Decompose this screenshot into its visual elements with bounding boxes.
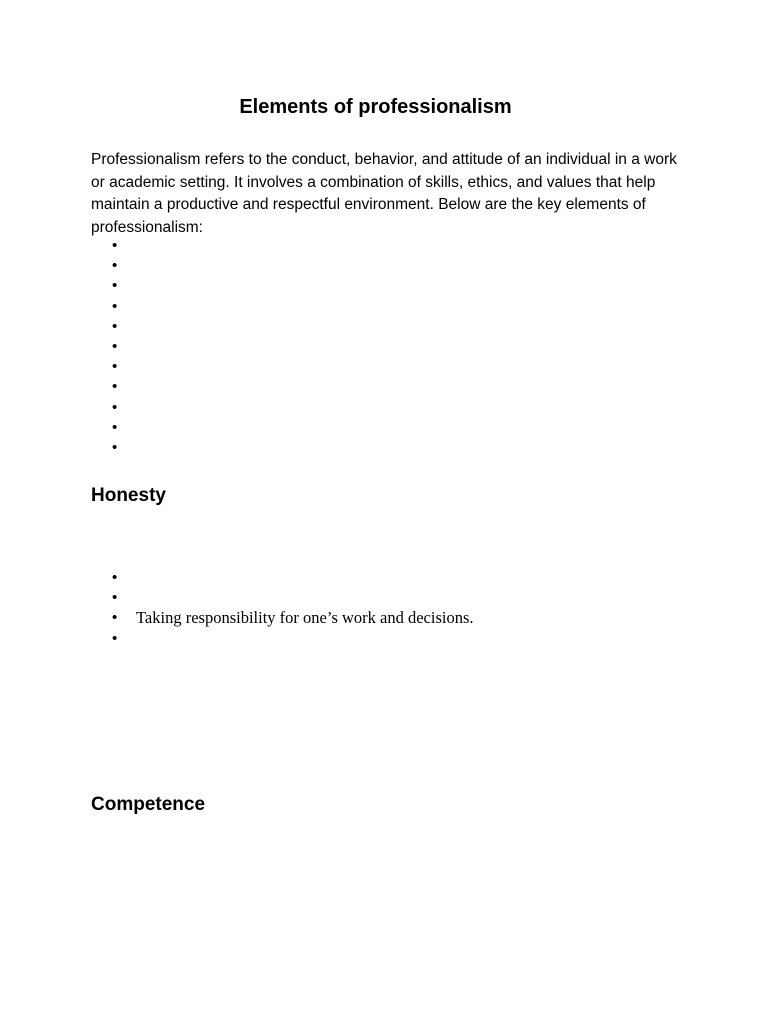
list-item [0, 377, 136, 397]
list-item [0, 297, 136, 317]
list-item [0, 438, 136, 458]
list-item [0, 357, 136, 377]
document-title: Elements of professionalism [239, 96, 512, 118]
honesty-bullet-list [0, 568, 474, 649]
list-item [0, 276, 136, 296]
list-item [0, 398, 136, 418]
list-item [0, 418, 136, 438]
list-item [0, 588, 474, 608]
list-item: • Taking responsibility for one’s work and decisions. [0, 608, 474, 628]
list-item [0, 236, 136, 256]
section-heading-competence: Competence [91, 794, 206, 815]
list-item [0, 256, 136, 276]
list-item [0, 317, 136, 337]
list-item [0, 337, 136, 357]
intro-paragraph: Professionalism refers to the conduct, behavior, and attitude of an individual in a work or academic setting. It involves a combination of skills, ethics, and values that help maintain a productive and respectful environment. Below are the key elements of professionalism: [91, 151, 677, 236]
list-item [0, 629, 474, 649]
section-heading-honesty: Honesty [91, 485, 166, 506]
elements-bullet-list [0, 236, 136, 458]
list-item [0, 568, 474, 588]
